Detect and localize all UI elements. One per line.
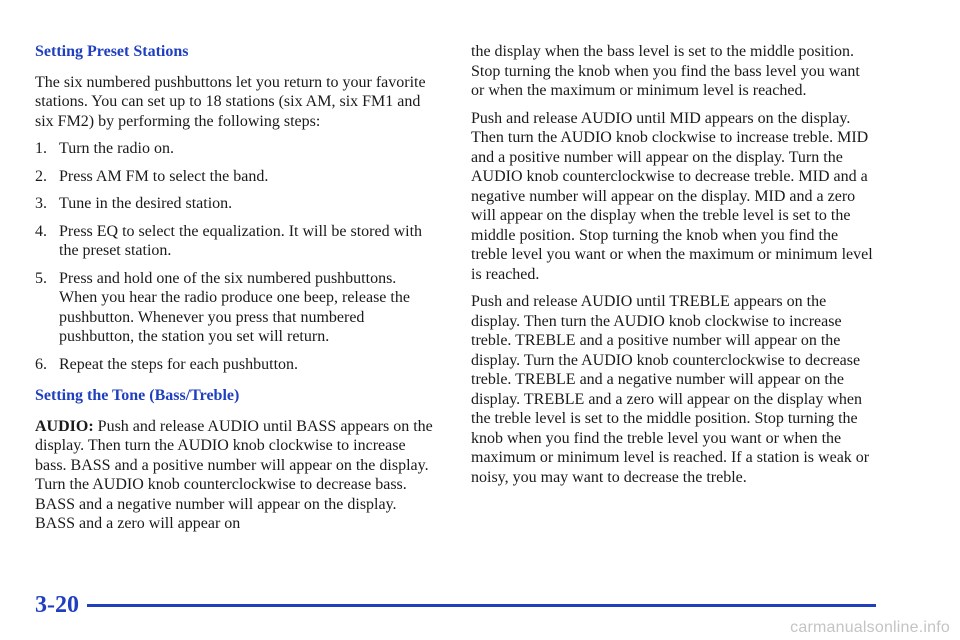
section-heading-tone: Setting the Tone (Bass/Treble) (35, 387, 240, 404)
audio-lead: AUDIO: (35, 417, 94, 435)
list-item: 4. Press EQ to select the equalization. It will be stored with the preset station. (35, 222, 423, 259)
steps-list (35, 139, 437, 374)
watermark: carmanualsonline.info (790, 619, 950, 636)
list-item: 1. Turn the radio on. (35, 140, 174, 157)
treble-paragraph: Push and release AUDIO until TREBLE appears on the display. Then turn the AUDIO knob clockwise to increase treble. TREBLE and a positive number will appear on the display. Turn the AUDIO knob counterclockwise to decrease treble. TREBLE and a negative number will appear on the display. TREBLE and a zero will appear on the display when the treble level is set to the middle position. Stop turning the knob when you find the treble level you want or when the maximum or minimum level is reached. If a station is weak or noisy, you may want to decrease the treble. (471, 293, 870, 486)
footer-rule (87, 604, 876, 607)
bass-continuation-paragraph: the display when the bass level is set to the middle position. Stop turning the knob when you find the bass level you want or when the maximum or minimum level is reached. (471, 43, 860, 99)
list-item: 6. Repeat the steps for each pushbutton. (35, 355, 299, 373)
page-footer (35, 590, 880, 626)
left-column (35, 42, 437, 542)
mid-paragraph: Push and release AUDIO until MID appears on the display. Then turn the AUDIO knob clockwise to increase treble. MID and a positive number will appear on the display. Turn the AUDIO knob counterclockwise to decrease treble. MID and a negative number will appear on the display. MID and a zero will appear on the display when the treble level is set to the middle position. Stop turning the knob when you find the treble level you want or when the maximum or minimum level is reached. (471, 109, 873, 283)
right-column (471, 42, 877, 495)
section-heading-preset-stations: Setting Preset Stations (35, 43, 189, 60)
list-item: 3. Tune in the desired station. (35, 195, 233, 212)
list-item: 2. Press AM FM to select the band. (35, 167, 269, 185)
audio-paragraph (35, 417, 437, 534)
intro-paragraph: The six numbered pushbuttons let you return to your favorite stations. You can set up to 18 stations (six AM, six FM1 and six FM2) by performing the following steps: (35, 73, 426, 130)
list-item: 5. Press and hold one of the six numbered pushbuttons. When you hear the radio produce one beep, release the pushbutton. Whenever you press that numbered pushbutton, the station you set will return. (35, 269, 410, 345)
page-number: 3-20 (35, 592, 79, 618)
audio-text: Push and release AUDIO until BASS appears on the display. Then turn the AUDIO knob clockwise to increase bass. BASS and a positive number will appear on the display. Turn the AUDIO knob counterclockwise to decrease bass. BASS and a negative number will appear on the display. BASS and a zero will appear on (35, 417, 433, 532)
